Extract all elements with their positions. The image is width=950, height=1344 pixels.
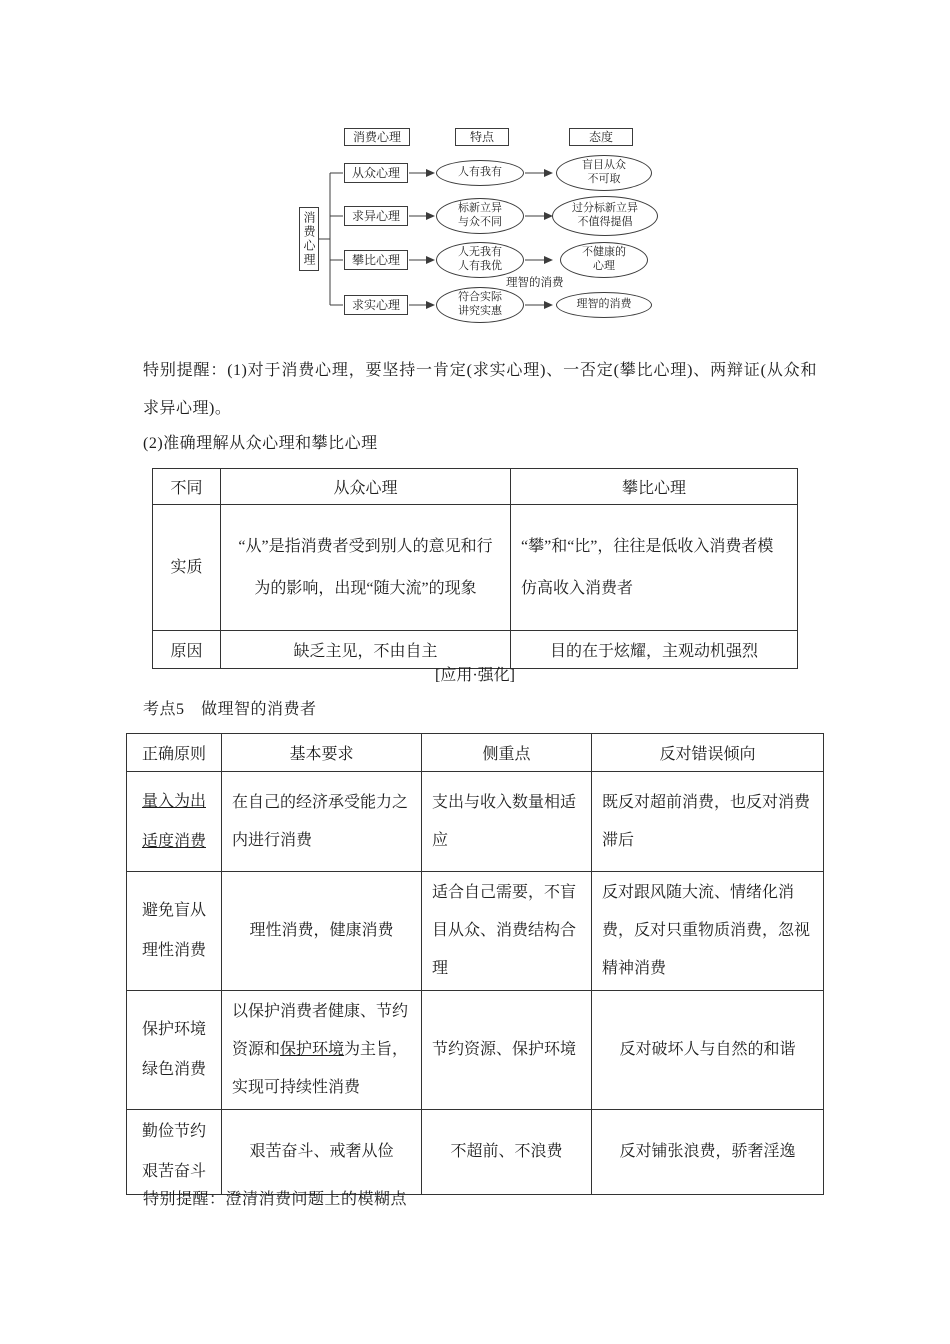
table2-header-principle: 正确原则 xyxy=(127,734,222,772)
principle-cell xyxy=(127,1110,222,1195)
table-row xyxy=(127,872,824,991)
diagram-attitude-ellipse xyxy=(556,155,652,191)
requirement-part2: 为主旨，实现可持续性消费 xyxy=(232,1041,409,1096)
feature-text-line1: 符合实际 xyxy=(458,291,502,304)
table1-header-diff: 不同 xyxy=(153,469,221,505)
attitude-text-line1: 不健康的 xyxy=(582,246,626,259)
attitude-text-line1: 盲目从众 xyxy=(582,159,626,172)
requirement-cell: 理性消费，健康消费 xyxy=(222,872,422,991)
table-row xyxy=(127,991,824,1110)
diagram-attitude-ellipse xyxy=(560,242,648,278)
reason-congzhong-cell: 缺乏主见，不由自主 xyxy=(221,631,511,669)
principle-cell xyxy=(127,991,222,1110)
diagram-attitude-ellipse xyxy=(552,196,658,236)
feature-text: 人有我有 xyxy=(458,166,502,179)
consumer-psychology-diagram xyxy=(0,126,950,356)
special-reminder-paragraph: 特别提醒：(1)对于消费心理，要坚持一肯定(求实心理)、一否定(攀比心理)、两辩证(从众和求异心理)。 xyxy=(143,362,817,417)
focus-cell: 不超前、不浪费 xyxy=(422,1110,592,1195)
attitude-text-line2: 不可取 xyxy=(587,173,621,185)
essence-congzhong-cell: “从”是指消费者受到别人的意见和行为的影响，出现“随大流”的现象 xyxy=(221,505,511,631)
attitude-text-line2: 心理 xyxy=(593,260,615,272)
diagram-header-feature: 特点 xyxy=(455,128,509,146)
feature-text-line2: 讲究实惠 xyxy=(458,305,502,317)
focus-cell: 支出与收入数量相适应 xyxy=(422,772,592,872)
table-header-row xyxy=(153,469,798,505)
row-label: 实质 xyxy=(153,505,221,631)
attitude-text: 理智的消费 xyxy=(576,298,632,311)
diagram-feature-ellipse xyxy=(436,198,524,234)
principle-line2: 理性消费 xyxy=(141,942,206,959)
table1-header-congzhong: 从众心理 xyxy=(221,469,511,505)
table2-header-oppose: 反对错误倾向 xyxy=(592,734,824,772)
diagram-type-box: 求异心理 xyxy=(344,206,408,226)
feature-text-line1: 标新立异 xyxy=(458,202,502,215)
requirement-part1: 以保护消费者健康、节约资源和 xyxy=(232,1003,409,1058)
diagram-root-box: 消费心理 xyxy=(299,207,319,271)
diagram-attitude-ellipse xyxy=(556,292,652,318)
principle-line1: 量入为出 xyxy=(141,792,206,810)
table-row xyxy=(127,1110,824,1195)
table-row xyxy=(127,772,824,872)
feature-text-line2: 与众不同 xyxy=(458,216,502,228)
table2-header-focus: 侧重点 xyxy=(422,734,592,772)
footer-reminder: 特别提醒：澄清消费问题上的模糊点 xyxy=(143,1191,408,1208)
section-label-application: [应用·强化] xyxy=(435,667,515,684)
diagram-feature-ellipse xyxy=(436,242,524,278)
requirement-underlined: 保护环境 xyxy=(280,1041,345,1058)
requirement-cell xyxy=(222,991,422,1110)
principle-line1: 保护环境 xyxy=(141,1021,206,1038)
reason-panbi-cell: 目的在于炫耀，主观动机强烈 xyxy=(511,631,798,669)
oppose-cell: 反对破坏人与自然的和谐 xyxy=(592,991,824,1110)
oppose-cell: 既反对超前消费，也反对消费滞后 xyxy=(592,772,824,872)
requirement-cell: 艰苦奋斗、戒奢从俭 xyxy=(222,1110,422,1195)
table1-header-panbi: 攀比心理 xyxy=(511,469,798,505)
diagram-type-box: 从众心理 xyxy=(344,163,408,183)
principle-line2: 绿色消费 xyxy=(141,1061,206,1078)
rational-consumer-table xyxy=(126,733,824,1195)
principle-line2: 艰苦奋斗 xyxy=(141,1163,206,1180)
oppose-cell: 反对铺张浪费，骄奢淫逸 xyxy=(592,1110,824,1195)
essence-panbi-cell: “攀”和“比”，往往是低收入消费者模仿高收入消费者 xyxy=(511,505,798,631)
principle-line1: 勤俭节约 xyxy=(141,1123,206,1140)
feature-text-line1: 人无我有 xyxy=(458,246,502,259)
point2-line: (2)准确理解从众心理和攀比心理 xyxy=(143,435,378,452)
diagram-feature-ellipse xyxy=(436,287,524,323)
psychology-comparison-table xyxy=(152,468,798,669)
diagram-float-label: 理智的消费 xyxy=(506,277,564,289)
principle-line1: 避免盲从 xyxy=(141,902,206,919)
attitude-text-line2: 不值得提倡 xyxy=(577,216,633,228)
focus-cell: 节约资源、保护环境 xyxy=(422,991,592,1110)
diagram-type-box: 求实心理 xyxy=(344,295,408,315)
attitude-text-line1: 过分标新立异 xyxy=(572,202,638,215)
diagram-type-box: 攀比心理 xyxy=(344,250,408,270)
table2-header-requirement: 基本要求 xyxy=(222,734,422,772)
focus-cell: 适合自己需要，不盲目从众、消费结构合理 xyxy=(422,872,592,991)
table-row-essence xyxy=(153,505,798,631)
diagram-feature-ellipse xyxy=(436,160,524,186)
principle-line2: 适度消费 xyxy=(141,832,206,850)
principle-cell xyxy=(127,772,222,872)
row-label: 原因 xyxy=(153,631,221,669)
requirement-cell: 在自己的经济承受能力之内进行消费 xyxy=(222,772,422,872)
oppose-cell: 反对跟风随大流、情绪化消费，反对只重物质消费，忽视精神消费 xyxy=(592,872,824,991)
principle-cell xyxy=(127,872,222,991)
exam-point-heading: 考点5 做理智的消费者 xyxy=(143,701,317,718)
diagram-header-psychology: 消费心理 xyxy=(344,128,410,146)
table-header-row xyxy=(127,734,824,772)
feature-text-line2: 人有我优 xyxy=(458,260,502,272)
diagram-header-attitude: 态度 xyxy=(569,128,633,146)
